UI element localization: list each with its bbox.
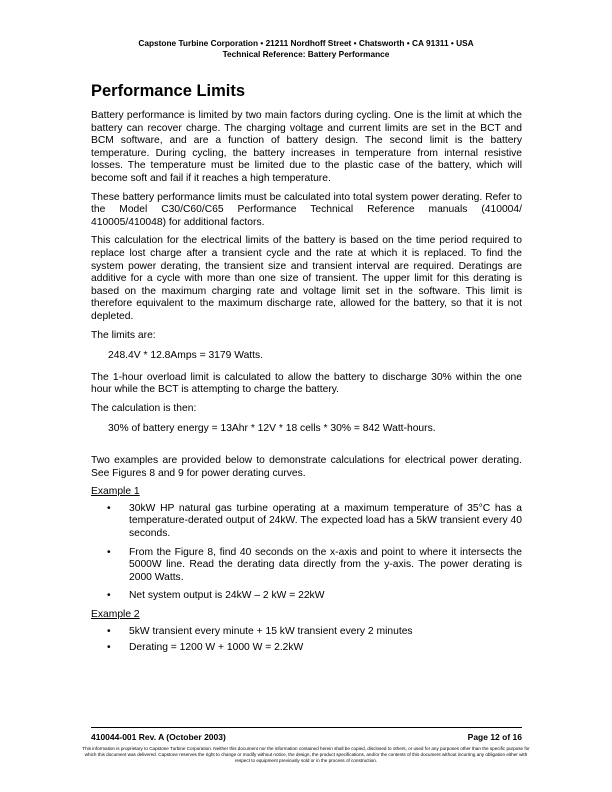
example-2-heading: Example 2 [91, 609, 140, 620]
limits-calculation: 248.4V * 12.8Amps = 3179 Watts. [108, 350, 264, 362]
paragraph-examples: Two examples are provided below to demonstrate calculations for electrical power derating. See Figures 8 and 9 for power derating curves. [91, 455, 522, 479]
document-subtitle: Technical Reference: Battery Performance [222, 49, 390, 59]
example-2-list [91, 626, 522, 655]
legal-notice: This information is proprietary to Capstone Turbine Corporation. Neither this document nor the information contained herein shall be copied, disclosed to others, or used for any purposes other than the specific purpose for which this document was delivered. Capstone reserves the right to change or modify without notice, the design, the product specifications, and/or the contents of this document without incurring any obligation either with respect to equipment previously sold or in the process of construction. [82, 746, 530, 763]
list-item: • Derating = 1200 W + 1000 W = 2.2kW [91, 642, 522, 655]
list-item: • Net system output is 24kW – 2 kW = 22kW [91, 590, 522, 603]
list-item: • From the Figure 8, find 40 seconds on the x-axis and point to where it intersects the 5000W line. Read the derating data directly from the y-axis. The power derating is 2000 Watts. [91, 547, 522, 585]
document-number: 410044-001 Rev. A (October 2003) [91, 732, 226, 742]
limits-intro: The limits are: [91, 329, 156, 341]
list-item: • 30kW HP natural gas turbine operating at a maximum temperature of 35°C has a temperature-derated output of 24kW. The expected load has a 5kW transient every 40 seconds. [91, 503, 522, 541]
paragraph-electrical-limits: This calculation for the electrical limits of the battery is based on the time period required to replace lost charge after a transient cycle and the rate at which it is replaced. To find the system power derating, the transient size and transient interval are required. Deratings are additive for a cycle with more than one size of transient. The upper limit for this derating is based on the maximum charging rate and voltage limit set in the software. This limit is therefore equivalent to the maximum discharge rate, allowed for the battery, so that it is not depleted. [91, 235, 522, 322]
list-item: • 5kW transient every minute + 15 kW transient every 2 minutes [91, 626, 522, 639]
main-content [91, 110, 522, 659]
page-header [0, 38, 612, 60]
example-1-heading: Example 1 [91, 486, 140, 498]
company-address: Capstone Turbine Corporation • 21211 Nordhoff Street • Chatsworth • CA 91311 • USA [138, 38, 474, 48]
paragraph-intro: Battery performance is limited by two main factors during cycling. One is the limit at which the battery can recover charge. The charging voltage and current limits are set in the BCT and BCM software, and are a function of battery design. The second limit is the battery temperature. During cycling, the battery increases in temperature from internal resistive losses. The temperature must be limited due to the plastic case of the battery, which will become soft and fail if it reaches a high temperature. [91, 110, 522, 184]
calculation-intro: The calculation is then: [91, 402, 197, 414]
footer-divider [91, 727, 522, 728]
paragraph-derating: These battery performance limits must be calculated into total system power derating. Refer to the Model C30/C60/C65 Performance Technical Reference manuals (410004/ 410005/410048) for additional factors. [91, 191, 522, 228]
section-title: Performance Limits [91, 82, 246, 100]
paragraph-overload: The 1-hour overload limit is calculated to allow the battery to discharge 30% within the one hour while the BCT is attempting to charge the battery. [91, 371, 522, 396]
calculation-formula: 30% of battery energy = 13Ahr * 12V * 18 cells * 30% = 842 Watt-hours. [108, 423, 436, 435]
example-1-list [91, 503, 522, 603]
page-number: Page 12 of 16 [467, 732, 522, 742]
